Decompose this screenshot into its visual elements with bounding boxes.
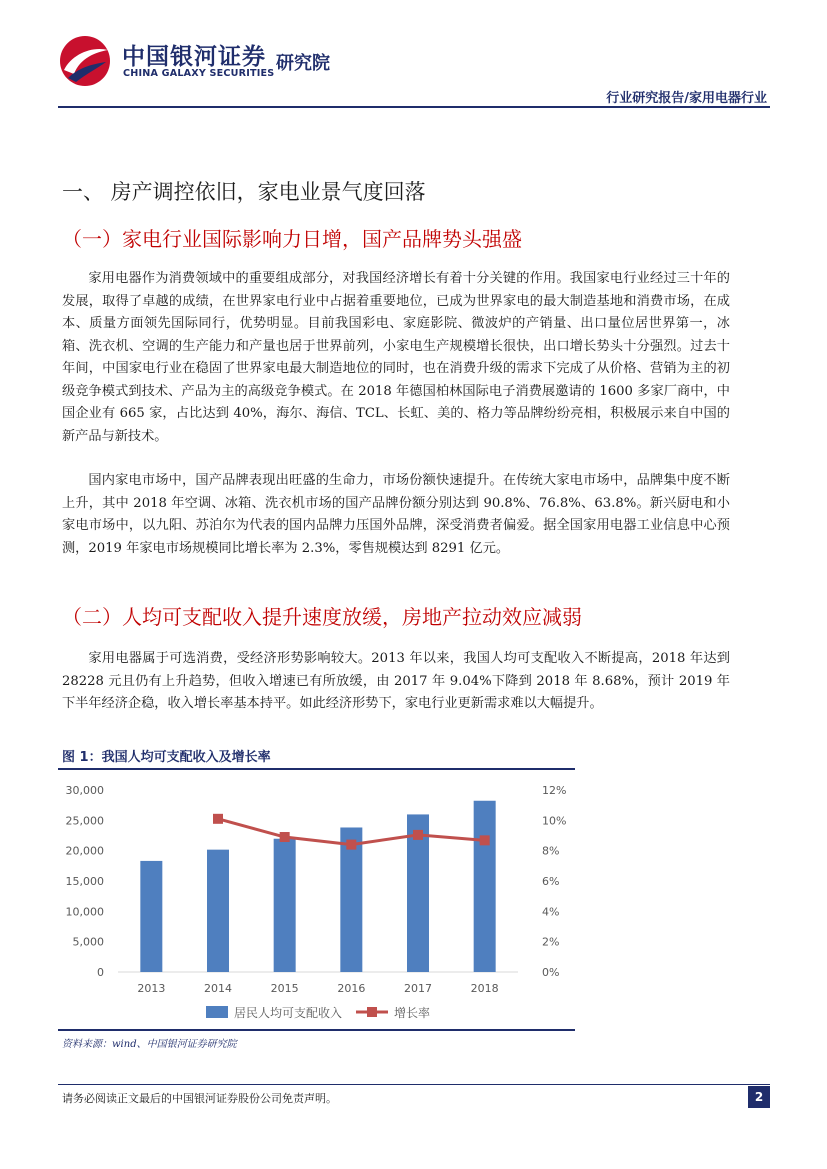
income-bar [274, 839, 296, 972]
paragraph-1: 家用电器作为消费领域中的重要组成部分，对我国经济增长有着十分关键的作用。我国家电行业经过三十年的发展，取得了卓越的成绩，在世界家电行业中占据着重要地位，已成为世界家电的最大制造基地和消费市场，在成本、质量方面领先国际同行，优势明显。目前我国彩电、家庭影院、微波炉的产销量、出口量位居世界第一，冰箱、洗衣机、空调的生产能力和产量也居于世界前列，小家电生产规模增长很快，出口增长势头十分强烈。过去十年间，中国家电行业在稳固了世界家电最大制造地位的同时，也在消费升级的需求下完成了从价格、营销为主的初级竞争模式到技术、产品为主的高级竞争模式。在 2018 年德国柏林国际电子消费展邀请的 1600 多家厂商中，中国企业有 665 家，占比达到 40%，海尔、海信、TCL、长虹、美的、格力等品牌纷纷亮相，积极展示来自中国的新产品与新技术。 [62, 271, 730, 444]
y-right-tick-label: 2% [542, 935, 560, 949]
brand-name-en: CHINA GALAXY SECURITIES [123, 68, 275, 79]
growth-rate-point [480, 835, 490, 845]
x-tick-label: 2015 [270, 982, 299, 995]
y-left-tick-label: 20,000 [65, 844, 104, 858]
brand-name-cn: 中国银河证券 [122, 44, 266, 70]
paragraph-2: 国内家电市场中，国产品牌表现出旺盛的生命力，市场份额快速提升。在传统大家电市场中，品牌集中度不断上升，其中 2018 年空调、冰箱、洗衣机市场的国产品牌份额分别达到 90.8%、76.8%、63.8%。新兴厨电和小家电市场中，以九阳、苏泊尔为代表的国内品牌力压国外品牌，深受消费者偏爱。据全国家用电器工业信息中心预测，2019 年家电市场规模同比增长率为 2.3%，零售规模达到 8291 亿元。 [62, 473, 730, 556]
growth-rate-point [280, 832, 290, 842]
figure-source: 资料来源：wind、中国银河证券研究院 [62, 1039, 237, 1050]
y-left-tick-label: 15,000 [65, 875, 104, 888]
subsection-heading-1: （一）家电行业国际影响力日增，国产品牌势头强盛 [62, 227, 522, 251]
y-right-tick-label: 4% [542, 905, 560, 919]
y-left-tick-label: 5,000 [72, 935, 104, 949]
galaxy-logo-icon [58, 34, 112, 88]
x-tick-label: 2018 [470, 982, 499, 995]
x-tick-label: 2014 [204, 982, 232, 995]
y-left-tick-label: 25,000 [65, 814, 104, 828]
section-heading: 一、 房产调控依旧，家电业景气度回落 [62, 180, 426, 204]
y-right-tick-label: 6% [542, 875, 560, 888]
legend-swatch-growth-marker [367, 1007, 377, 1017]
legend-label-growth: 增长率 [394, 1006, 431, 1020]
disclaimer: 请务必阅读正文最后的中国银河证券股份公司免责声明。 [62, 1092, 337, 1105]
growth-rate-point [213, 814, 223, 824]
x-tick-label: 2016 [337, 982, 366, 995]
y-left-tick-label: 10,000 [65, 905, 104, 919]
y-right-tick-label: 8% [542, 844, 560, 858]
y-right-tick-label: 0% [542, 966, 560, 979]
legend-label-income: 居民人均可支配收入 [234, 1006, 343, 1020]
header-divider [58, 106, 770, 108]
paragraph-3: 家用电器属于可选消费，受经济形势影响较大。2013 年以来，我国人均可支配收入不断提高，2018 年达到 28228 元且仍有上升趋势，但收入增速已有所放缓，由 2017 年 9.04%下降到 2018 年 8.68%，预计 2019 年下半年经济企稳，收入增长率基本持平。如此经济形势下，家电行业更新需求难以大幅提升。 [62, 651, 730, 711]
income-chart [58, 770, 575, 1028]
y-right-tick-label: 10% [542, 814, 567, 828]
legend-swatch-income [206, 1006, 228, 1018]
figure-title: 图 1：我国人均可支配收入及增长率 [62, 750, 271, 765]
growth-rate-point [413, 830, 423, 840]
footer-divider [58, 1084, 770, 1085]
y-left-tick-label: 0 [97, 966, 104, 979]
figure-bottom-rule [58, 1029, 575, 1031]
income-bar [474, 801, 496, 972]
subsection-heading-2: （二）人均可支配收入提升速度放缓，房地产拉动效应减弱 [62, 605, 582, 629]
x-tick-label: 2013 [137, 982, 166, 995]
growth-rate-point [346, 840, 356, 850]
report-type: 行业研究报告/家用电器行业 [606, 91, 767, 106]
y-right-tick-label: 12% [542, 784, 567, 797]
income-bar [207, 850, 229, 972]
brand-subtitle: 研究院 [276, 53, 330, 74]
income-bar [140, 861, 162, 972]
page-number: 2 [748, 1086, 770, 1108]
x-tick-label: 2017 [404, 982, 432, 995]
y-left-tick-label: 30,000 [65, 784, 104, 797]
